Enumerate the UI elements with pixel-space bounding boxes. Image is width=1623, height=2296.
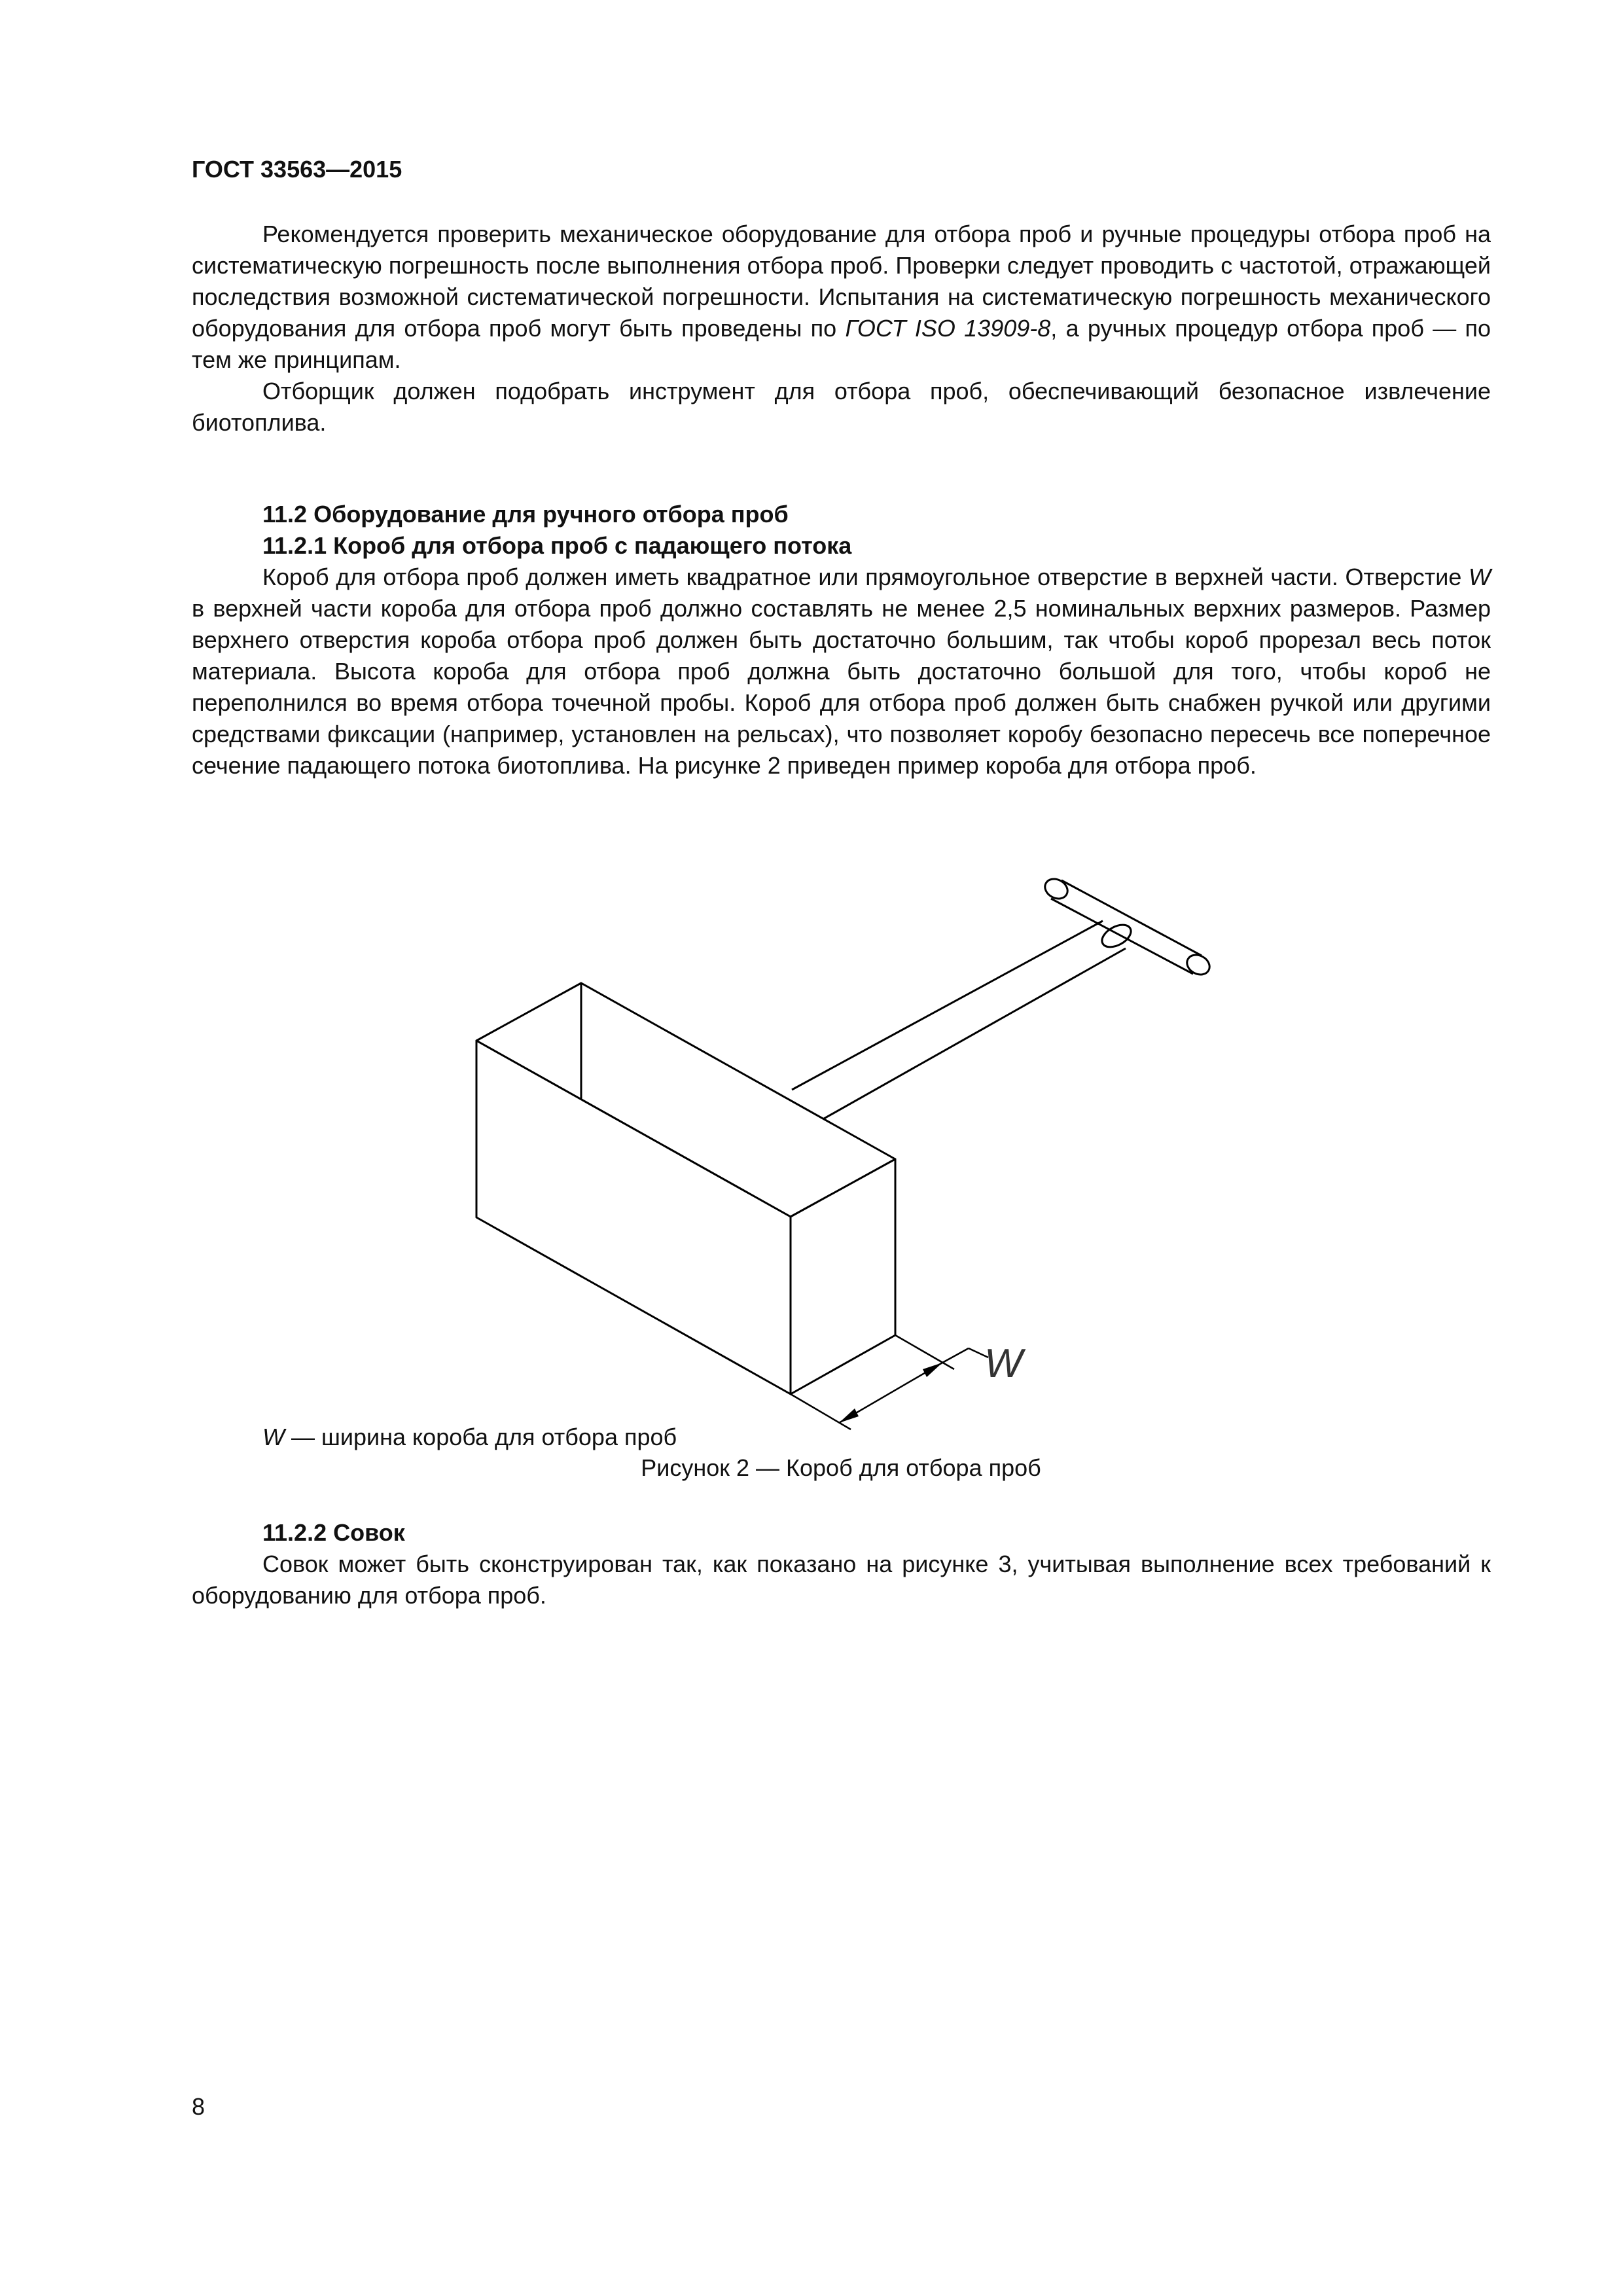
subsection-heading: 11.2.2 Совок [262, 1519, 405, 1546]
sampling-box [476, 983, 895, 1394]
paragraph-text: Короб для отбора проб должен иметь квадратное или прямоугольное отверстие в верхней части. Отверстие [262, 564, 1469, 590]
intro-block [192, 219, 1491, 439]
sampling-box-figure [425, 851, 1276, 1440]
page-number: 8 [192, 2093, 205, 2120]
paragraph-scoop: Совок может быть сконструирован так, как показано на рисунке 3, учитывая выполнение всех требований к оборудованию для отбора проб. [192, 1551, 1491, 1609]
standard-reference: ГОСТ ISO 13909-8 [845, 315, 1051, 342]
figure-legend [262, 1424, 677, 1451]
section-heading: 11.2 Оборудование для ручного отбора проб [262, 501, 789, 528]
document-header: ГОСТ 33563—2015 [192, 156, 402, 183]
paragraph-bias-check [192, 219, 1491, 376]
figure-caption: Рисунок 2 — Короб для отбора проб [641, 1454, 1041, 1481]
arrowhead [923, 1363, 942, 1377]
handle-shaft [792, 920, 1135, 1121]
paragraph-text: в верхней части короба для отбора проб должно составлять не менее 2,5 номинальных верхних размеров. Размер верхнего отверстия короба отбора проб должен быть достаточно большим, так чтобы короб прорезал весь поток материала. Высота короба для отбора проб должна быть достаточно большой для того, чтобы короб не переполнился во время отбора точечной пробы. Короб для отбора проб должен быть снабжен ручкой или другими средствами фиксации (например, установлен на рельсах), что позволяет коробу безопасно пересечь все поперечное сечение падающего потока биотоплива. На рисунке 2 приведен пример короба для отбора проб. [192, 595, 1491, 779]
section-11-2-2 [192, 1517, 1491, 1611]
section-11-2 [192, 499, 1491, 781]
paragraph-sampler-tool: Отборщик должен подобрать инструмент для отбора проб, обеспечивающий безопасное извлечение биотоплива. [192, 378, 1491, 436]
paragraph-text: Рекомендуется проверить механическое оборудование для отбора проб и ручные процедуры отбора проб на систематическую погрешность после выполнения отбора проб. Проверки следует проводить с частотой, отражающей последствия возможной систематической погрешности. Испытания на систематическую погрешность механического оборудования для отбора проб могут быть проведены по [192, 221, 1491, 342]
symbol-w: W [1469, 564, 1491, 590]
legend-symbol: W [262, 1424, 285, 1450]
paragraph-sampling-box [192, 562, 1491, 781]
legend-text: — ширина короба для отбора проб [284, 1424, 677, 1450]
paragraph-text: , а ручных процедур отбора проб — по тем же принципам. [192, 315, 1491, 373]
subsection-heading: 11.2.1 Короб для отбора проб с падающего потока [262, 532, 852, 559]
dimension-label: W [984, 1341, 1023, 1386]
arrowhead [839, 1408, 859, 1423]
